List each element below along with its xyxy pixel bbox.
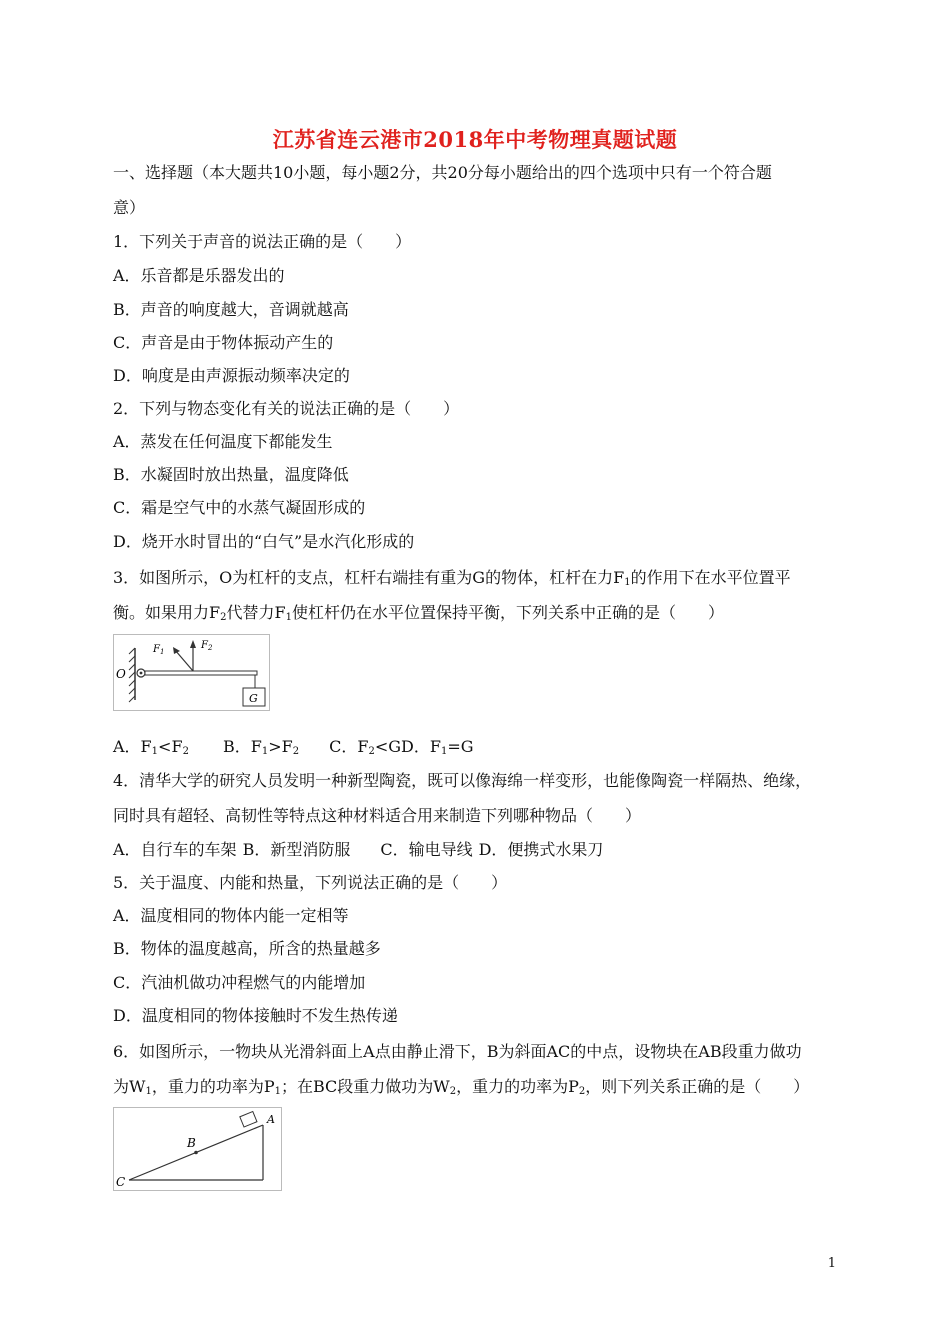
q4-options <box>113 840 603 860</box>
q4-option-d: D．便携式水果刀 <box>478 840 604 859</box>
q3-options <box>113 737 474 757</box>
f1-label: $F_1$ <box>153 644 165 656</box>
q5-option-b: B．物体的温度越高，所含的热量越多 <box>113 939 381 958</box>
q2-option-d: D．烧开水时冒出的“白气”是水汽化形成的 <box>113 532 415 551</box>
q2-option-c: C．霜是空气中的水蒸气凝固形成的 <box>113 498 366 517</box>
q1-option-a: A．乐音都是乐器发出的 <box>113 266 285 285</box>
q2-option-b: B．水凝固时放出热量，温度降低 <box>113 465 349 484</box>
weight-label: G <box>249 692 258 705</box>
q3-option-d: D．$F_1=G$ <box>401 737 474 757</box>
q4-option-a: A．自行车的车架 <box>113 840 237 859</box>
page-number: 1 <box>827 1256 836 1271</box>
q5-option-a: A．温度相同的物体内能一定相等 <box>113 906 349 925</box>
q5-stem: 5．关于温度、内能和热量，下列说法正确的是（ ） <box>113 873 508 892</box>
q3-stem-line2: 衡。如果用力$F_2$代替力$F_1$使杠杆仍在水平位置保持平衡，下列关系中正确的是（ ） <box>113 603 724 623</box>
section-header-line1: 一、选择题（本大题共10小题，每小题2分，共20分每小题给出的四个选项中只有一个符合题 <box>113 163 772 182</box>
q6-stem-line2: 为$W_1$，重力的功率为$P_1$；在BC段重力做功为$W_2$，重力的功率为$P_2$，则下列关系正确的是（ ） <box>113 1077 810 1097</box>
q1-option-b: B．声音的响度越大，音调就越高 <box>113 300 349 319</box>
point-a-label: A <box>267 1113 275 1126</box>
sliding-block <box>240 1112 257 1127</box>
incline-figure <box>113 1107 283 1192</box>
q4-stem-line1: 4．清华大学的研究人员发明一种新型陶瓷，既可以像海绵一样变形，也能像陶瓷一样隔热、绝缘， <box>113 771 812 790</box>
q3-option-c: C．$F_2<G$ <box>329 737 401 757</box>
q1-option-c: C．声音是由于物体振动产生的 <box>113 333 334 352</box>
q4-option-b: B．新型消防服 <box>242 840 351 859</box>
pivot-label: O <box>116 667 126 681</box>
q2-option-a: A．蒸发在任何温度下都能发生 <box>113 432 333 451</box>
f1-arrow <box>175 650 193 671</box>
q3-stem-line1: 3．如图所示，O为杠杆的支点，杠杆右端挂有重为G的物体，杠杆在力$F_1$的作用下在水平位置平 <box>113 568 791 588</box>
lever-figure <box>113 634 271 712</box>
q4-stem-line2: 同时具有超轻、高韧性等特点这种材料适合用来制造下列哪种物品（ ） <box>113 806 642 825</box>
q5-option-d: D．温度相同的物体接触时不发生热传递 <box>113 1006 398 1025</box>
q5-option-c: C．汽油机做功冲程燃气的内能增加 <box>113 973 366 992</box>
q1-option-d: D．响度是由声源振动频率决定的 <box>113 366 350 385</box>
lever-wall-hatch <box>129 648 135 702</box>
point-b-label: B <box>187 1136 196 1150</box>
q2-stem: 2．下列与物态变化有关的说法正确的是（ ） <box>113 399 460 418</box>
f2-label: $F_2$ <box>201 640 213 652</box>
page-title: 江苏省连云港市2018年中考物理真题试题 <box>272 127 678 152</box>
q3-option-a: A．$F_1<F_2$ <box>113 737 189 757</box>
point-c-label: C <box>116 1175 126 1189</box>
q1-stem: 1．下列关于声音的说法正确的是（ ） <box>113 232 412 251</box>
midpoint-b-icon <box>194 1151 198 1155</box>
q3-option-b: B．$F_1>F_2$ <box>222 737 300 757</box>
q4-option-c: C．输电导线 <box>380 840 473 859</box>
q6-stem-line1: 6．如图所示，一物块从光滑斜面上A点由静止滑下，B为斜面AC的中点，设物块在AB段重力做功 <box>113 1042 802 1061</box>
lever-bar <box>145 671 257 675</box>
section-header-line2: 意） <box>113 198 146 217</box>
